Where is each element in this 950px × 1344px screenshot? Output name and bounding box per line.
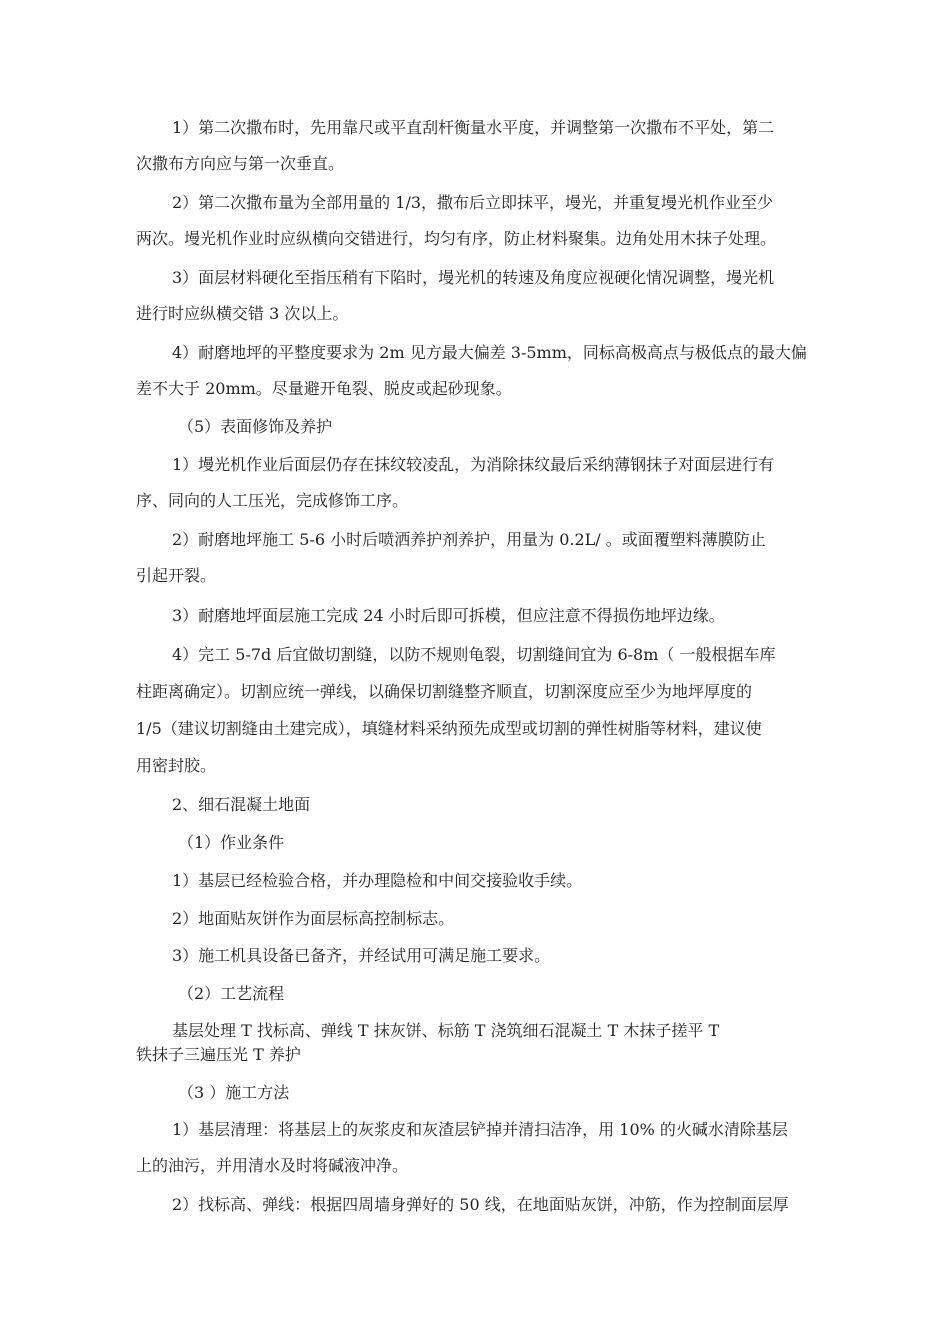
paragraph-line: 2）地面贴灰饼作为面层标高控制标志。 [172, 909, 455, 928]
paragraph-line: 1）基层清理：将基层上的灰浆皮和灰渣层铲掉并清扫洁净，用 10% 的火碱水清除基层 [172, 1120, 788, 1139]
paragraph-line: 1/5（建议切割缝由土建完成），填缝材料采纳预先成型或切割的弹性树脂等材料，建议使 [136, 719, 762, 738]
section-heading: （5）表面修饰及养护 [178, 417, 333, 436]
paragraph-line: 4）完工 5-7d 后宜做切割缝，以防不规则龟裂，切割缝间宜为 6-8m（ 一般根据车库 [172, 645, 776, 664]
paragraph-line: 1）第二次撒布时，先用靠尺或平直刮杆衡量水平度，并调整第一次撒布不平处，第二 [172, 118, 775, 137]
paragraph-line: 3）耐磨地坪面层施工完成 24 小时后即可拆模，但应注意不得损伤地坪边缘。 [172, 606, 725, 625]
paragraph-line: 上的油污，并用清水及时将碱液冲净。 [136, 1156, 409, 1175]
paragraph-line: 用密封胶。 [136, 756, 217, 775]
paragraph-line: 柱距离确定）。切割应统一弹线，以确保切割缝整齐顺直，切割深度应至少为地坪厚度的 [136, 682, 753, 701]
paragraph-line: 进行时应纵横交错 3 次以上。 [136, 304, 349, 323]
paragraph-line: 铁抹子三遍压光 T 养护 [136, 1045, 301, 1064]
paragraph-line: 次撒布方向应与第一次垂直。 [136, 154, 345, 173]
section-heading: （3 ）施工方法 [178, 1083, 290, 1102]
paragraph-line: 2）找标高、弹线：根据四周墙身弹好的 50 线，在地面贴灰饼，冲筋，作为控制面层厚 [172, 1195, 789, 1214]
paragraph-line: 3）施工机具设备已备齐，并经试用可满足施工要求。 [172, 946, 551, 965]
paragraph-line: 差不大于 20mm。尽量避开龟裂、脱皮或起砂现象。 [136, 379, 512, 398]
paragraph-line: 2）耐磨地坪施工 5-6 小时后喷洒养护剂养护，用量为 0.2L/ 。或面覆塑料薄膜防止 [172, 530, 766, 549]
paragraph-line: 2）第二次撒布量为全部用量的 1/3，撒布后立即抹平，墁光，并重复墁光机作业至少 [172, 193, 774, 212]
paragraph-line: 引起开裂。 [136, 566, 217, 585]
paragraph-line: 两次。墁光机作业时应纵横向交错进行，均匀有序，防止材料聚集。边角处用木抹子处理。 [136, 229, 777, 248]
paragraph-line: 3）面层材料硬化至指压稍有下陷时，墁光机的转速及角度应视硬化情况调整，墁光机 [172, 268, 775, 287]
section-heading: 2、细石混凝土地面 [172, 795, 311, 814]
paragraph-line: 1）基层已经检验合格，并办理隐检和中间交接验收手续。 [172, 871, 583, 890]
paragraph-line: 基层处理 T 找标高、弹线 T 抹灰饼、标筋 T 浇筑细石混凝土 T 木抹子搓平 T [172, 1021, 720, 1040]
paragraph-line: 序、同向的人工压光，完成修饰工序。 [136, 491, 409, 510]
section-heading: （1）作业条件 [178, 833, 285, 852]
paragraph-line: 1）墁光机作业后面层仍存在抹纹较凌乱，为消除抹纹最后采纳薄钢抹子对面层进行有 [172, 455, 775, 474]
paragraph-line: 4）耐磨地坪的平整度要求为 2m 见方最大偏差 3-5mm，同标高极高点与极低点的最大偏 [172, 343, 807, 362]
section-heading: （2）工艺流程 [178, 984, 285, 1003]
